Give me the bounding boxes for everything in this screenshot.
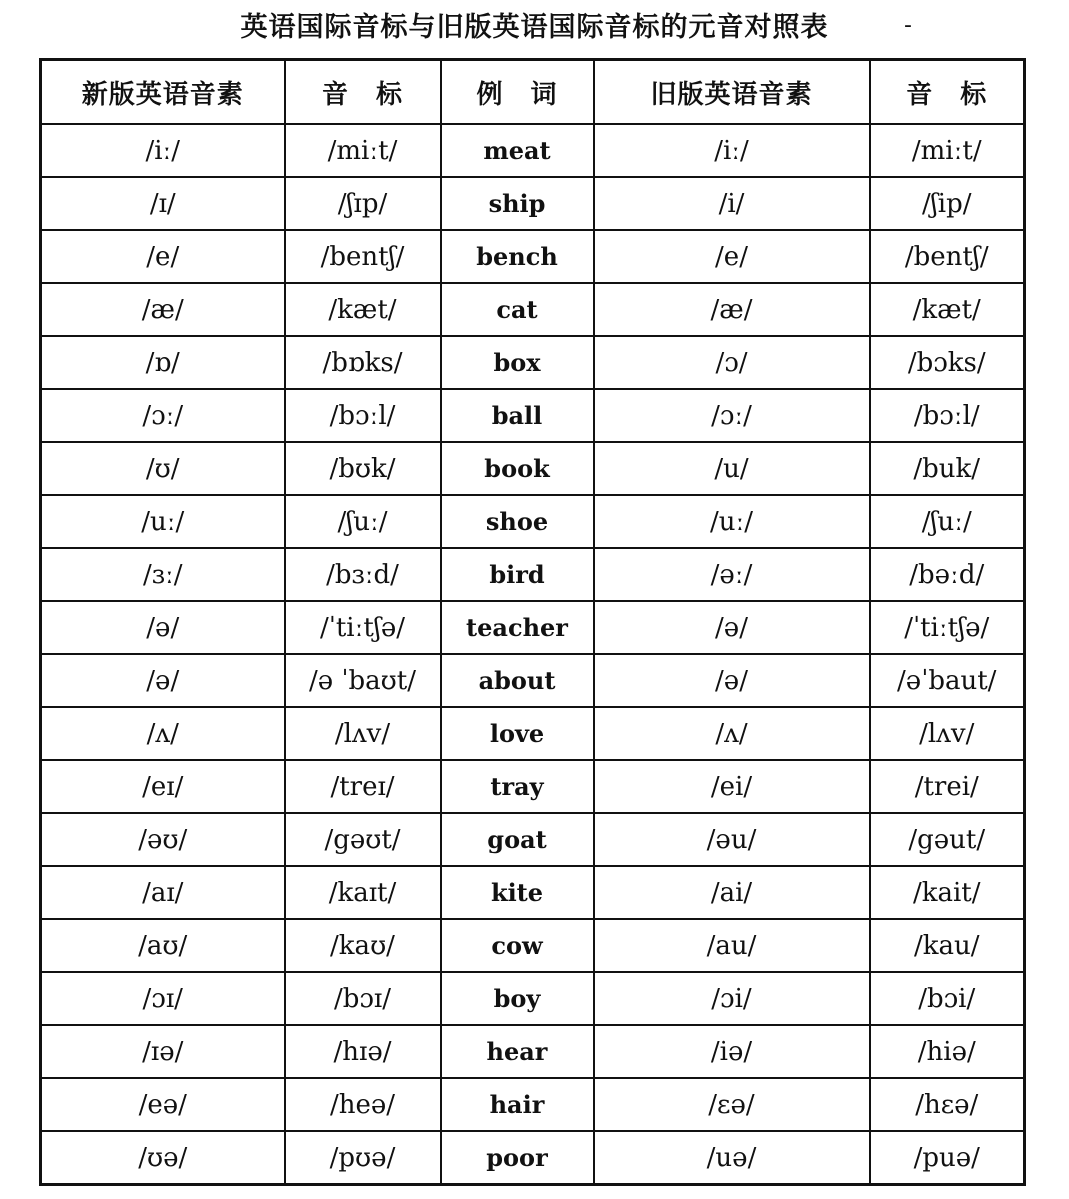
new-phoneme-cell: /ə/ [41,601,285,654]
new-phoneme-cell: /iː/ [41,124,285,177]
old-phoneme-cell: /əː/ [594,548,870,601]
new-phoneme-cell: /ɪə/ [41,1025,285,1078]
vowel-comparison-table [39,58,1026,1186]
old-transcription-cell: /bɔks/ [870,336,1025,389]
old-phoneme-cell: /ɔi/ [594,972,870,1025]
old-transcription-cell: /buk/ [870,442,1025,495]
table-row [41,442,1025,495]
header-example: 例 词 [441,60,594,125]
old-transcription-cell: /lʌv/ [870,707,1025,760]
old-phoneme-cell: /iə/ [594,1025,870,1078]
example-word-cell: hair [441,1078,594,1131]
new-phoneme-cell: /eə/ [41,1078,285,1131]
example-word-cell: about [441,654,594,707]
old-phoneme-cell: /uə/ [594,1131,870,1185]
new-phoneme-cell: /eɪ/ [41,760,285,813]
old-transcription-cell: /gəut/ [870,813,1025,866]
example-word-cell: shoe [441,495,594,548]
example-word-cell: cow [441,919,594,972]
example-word-cell: bird [441,548,594,601]
old-phoneme-cell: /ei/ [594,760,870,813]
old-transcription-cell: /hiə/ [870,1025,1025,1078]
table-row [41,813,1025,866]
table-row [41,601,1025,654]
new-transcription-cell: /lʌv/ [285,707,441,760]
table-row [41,919,1025,972]
table-row [41,1131,1025,1185]
new-transcription-cell: /bɒks/ [285,336,441,389]
table-row [41,336,1025,389]
new-transcription-cell: /kaʊ/ [285,919,441,972]
new-phoneme-cell: /ə/ [41,654,285,707]
new-transcription-cell: /ʃuː/ [285,495,441,548]
new-transcription-cell: /bɔːl/ [285,389,441,442]
new-transcription-cell: /kæt/ [285,283,441,336]
old-phoneme-cell: /ə/ [594,601,870,654]
example-word-cell: poor [441,1131,594,1185]
old-transcription-cell: /trei/ [870,760,1025,813]
example-word-cell: hear [441,1025,594,1078]
new-phoneme-cell: /ɒ/ [41,336,285,389]
old-transcription-cell: /bɔːl/ [870,389,1025,442]
new-transcription-cell: /ə ˈbaʊt/ [285,654,441,707]
table-header-row [41,60,1025,125]
new-phoneme-cell: /ɪ/ [41,177,285,230]
new-transcription-cell: /miːt/ [285,124,441,177]
example-word-cell: ship [441,177,594,230]
old-phoneme-cell: /ʌ/ [594,707,870,760]
table-row [41,124,1025,177]
old-phoneme-cell: /ɔ/ [594,336,870,389]
old-phoneme-cell: /ɔː/ [594,389,870,442]
old-phoneme-cell: /uː/ [594,495,870,548]
old-transcription-cell: /kæt/ [870,283,1025,336]
table-row [41,548,1025,601]
old-transcription-cell: /miːt/ [870,124,1025,177]
old-transcription-cell: /bentʃ/ [870,230,1025,283]
new-phoneme-cell: /ɔː/ [41,389,285,442]
old-phoneme-cell: /au/ [594,919,870,972]
new-phoneme-cell: /æ/ [41,283,285,336]
old-phoneme-cell: /əu/ [594,813,870,866]
old-transcription-cell: /ʃuː/ [870,495,1025,548]
old-phoneme-cell: /æ/ [594,283,870,336]
new-phoneme-cell: /uː/ [41,495,285,548]
table-row [41,866,1025,919]
table-row [41,230,1025,283]
page-title: 英语国际音标与旧版英语国际音标的元音对照表 [240,12,829,43]
old-phoneme-cell: /ə/ [594,654,870,707]
example-word-cell: cat [441,283,594,336]
old-transcription-cell: /kau/ [870,919,1025,972]
table-row [41,654,1025,707]
old-transcription-cell: /bəːd/ [870,548,1025,601]
header-new-transcription: 音 标 [285,60,441,125]
new-transcription-cell: /gəʊt/ [285,813,441,866]
old-phoneme-cell: /e/ [594,230,870,283]
new-transcription-cell: /kaɪt/ [285,866,441,919]
old-transcription-cell: /ˈtiːtʃə/ [870,601,1025,654]
old-transcription-cell: /kait/ [870,866,1025,919]
old-transcription-cell: /hɛə/ [870,1078,1025,1131]
example-word-cell: box [441,336,594,389]
new-phoneme-cell: /ɜː/ [41,548,285,601]
old-phoneme-cell: /ai/ [594,866,870,919]
table-row [41,760,1025,813]
new-transcription-cell: /bentʃ/ [285,230,441,283]
old-transcription-cell: /ʃip/ [870,177,1025,230]
new-transcription-cell: /pʊə/ [285,1131,441,1185]
table-row [41,389,1025,442]
example-word-cell: book [441,442,594,495]
new-transcription-cell: /bʊk/ [285,442,441,495]
new-phoneme-cell: /ʊ/ [41,442,285,495]
new-transcription-cell: /ʃɪp/ [285,177,441,230]
table-row [41,707,1025,760]
example-word-cell: bench [441,230,594,283]
table-body [41,124,1025,1185]
old-transcription-cell: /əˈbaut/ [870,654,1025,707]
example-word-cell: love [441,707,594,760]
old-phoneme-cell: /i/ [594,177,870,230]
old-phoneme-cell: /ɛə/ [594,1078,870,1131]
table-row [41,1025,1025,1078]
old-transcription-cell: /bɔi/ [870,972,1025,1025]
table-row [41,972,1025,1025]
new-transcription-cell: /bɔɪ/ [285,972,441,1025]
new-phoneme-cell: /əʊ/ [41,813,285,866]
old-phoneme-cell: /iː/ [594,124,870,177]
new-phoneme-cell: /ʌ/ [41,707,285,760]
new-phoneme-cell: /ʊə/ [41,1131,285,1185]
example-word-cell: kite [441,866,594,919]
example-word-cell: meat [441,124,594,177]
title-mark: - [904,13,912,38]
example-word-cell: ball [441,389,594,442]
header-new-phoneme: 新版英语音素 [41,60,285,125]
new-transcription-cell: /treɪ/ [285,760,441,813]
example-word-cell: teacher [441,601,594,654]
header-old-phoneme: 旧版英语音素 [594,60,870,125]
new-transcription-cell: /ˈtiːtʃə/ [285,601,441,654]
example-word-cell: goat [441,813,594,866]
table-row [41,177,1025,230]
old-phoneme-cell: /u/ [594,442,870,495]
example-word-cell: boy [441,972,594,1025]
table-row [41,1078,1025,1131]
new-phoneme-cell: /ɔɪ/ [41,972,285,1025]
new-phoneme-cell: /aʊ/ [41,919,285,972]
new-phoneme-cell: /e/ [41,230,285,283]
table-row [41,283,1025,336]
old-transcription-cell: /puə/ [870,1131,1025,1185]
new-phoneme-cell: /aɪ/ [41,866,285,919]
table-row [41,495,1025,548]
example-word-cell: tray [441,760,594,813]
new-transcription-cell: /hɪə/ [285,1025,441,1078]
header-old-transcription: 音 标 [870,60,1025,125]
new-transcription-cell: /heə/ [285,1078,441,1131]
new-transcription-cell: /bɜːd/ [285,548,441,601]
